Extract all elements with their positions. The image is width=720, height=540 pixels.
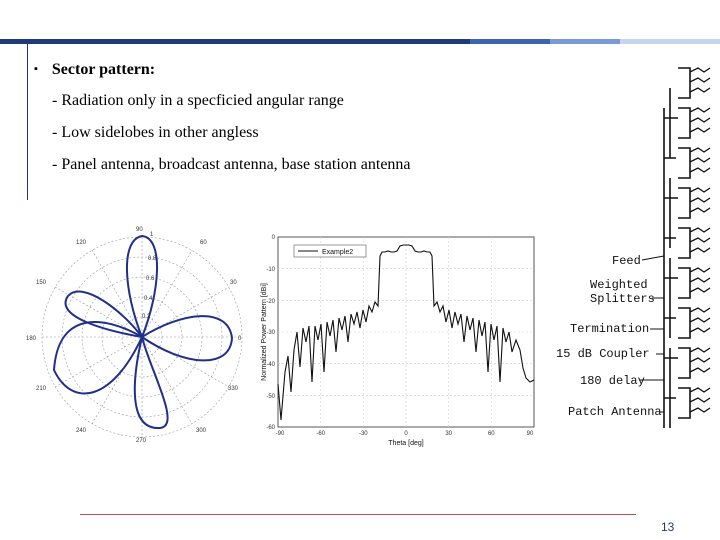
label-delay: 180 delay — [580, 374, 645, 388]
page-number: 13 — [661, 520, 675, 534]
footer-rule — [80, 514, 636, 515]
label-feed: Feed — [612, 254, 641, 268]
left-accent-line — [27, 40, 28, 200]
label-coupler: 15 dB Coupler — [556, 347, 650, 361]
angle-label: 300 — [196, 428, 207, 434]
slide-heading — [34, 61, 155, 79]
radius-label: 0.8 — [148, 256, 157, 262]
x-tick-label: -90 — [275, 431, 285, 437]
angle-label: 90 — [136, 227, 143, 233]
x-tick-label: -60 — [316, 431, 326, 437]
label-weighted: Weighted — [590, 278, 648, 292]
bullet-marker: ▪ — [34, 63, 38, 75]
power-pattern-figure — [258, 232, 540, 454]
radius-label: 1 — [150, 232, 154, 238]
legend-label: Example2 — [322, 249, 354, 256]
x-tick-label: 90 — [526, 431, 534, 437]
radius-label: 0.4 — [144, 296, 153, 302]
x-tick-label: 0 — [404, 431, 408, 437]
angle-label: 150 — [36, 280, 47, 286]
feed-network-figure — [540, 48, 720, 448]
bullet-line-2: - Low sidelobes in other angless — [52, 124, 259, 141]
patch-elements — [690, 68, 710, 412]
polar-pattern-figure — [26, 220, 242, 445]
heading-text: Sector pattern: — [51, 61, 156, 78]
angle-label: 0 — [238, 336, 242, 342]
label-splitters: Splitters — [590, 292, 655, 306]
angle-label: 180 — [26, 336, 37, 342]
angle-label: 330 — [228, 386, 239, 392]
y-tick-label: -50 — [266, 394, 275, 400]
angle-label: 210 — [36, 386, 47, 392]
plot-legend — [294, 245, 366, 257]
angle-label: 270 — [136, 438, 147, 444]
x-tick-label: 30 — [445, 431, 453, 437]
feed-network-tree — [664, 68, 690, 428]
y-tick-label: -20 — [266, 299, 275, 305]
y-axis-label: Normalized Power Pattern [dBi] — [261, 283, 268, 381]
label-patch-antenna: Patch Antenna — [568, 405, 662, 419]
y-tick-label: -30 — [266, 330, 275, 336]
y-tick-label: 0 — [271, 235, 275, 241]
radius-label: 0.6 — [146, 276, 155, 282]
angle-label: 60 — [200, 240, 207, 246]
x-tick-label: 60 — [487, 431, 495, 437]
bullet-line-3: - Panel antenna, broadcast antenna, base station antenna — [52, 156, 411, 173]
polar-lobe-right — [142, 316, 232, 360]
label-termination: Termination — [570, 322, 650, 336]
angle-label: 30 — [230, 280, 237, 286]
polar-lobe-lower-left — [54, 322, 142, 394]
radius-label: 0.2 — [142, 314, 151, 320]
x-tick-label: -30 — [358, 431, 368, 437]
y-tick-label: -60 — [266, 425, 275, 431]
angle-label: 120 — [76, 240, 87, 246]
y-tick-label: -40 — [266, 362, 275, 368]
x-axis-label: Theta [deg] — [388, 440, 424, 447]
header-accent-bar — [0, 39, 720, 44]
angle-label: 240 — [76, 428, 87, 434]
y-tick-label: -10 — [266, 267, 275, 273]
bullet-line-1: - Radiation only in a specficied angular range — [52, 92, 344, 109]
